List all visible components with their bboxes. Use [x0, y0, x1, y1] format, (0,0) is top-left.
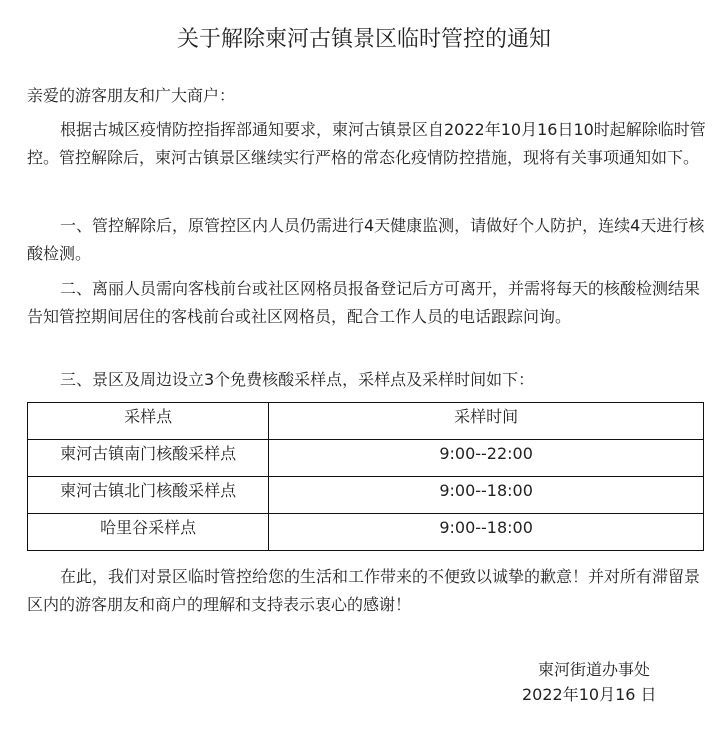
site-hours: 9:00--22:00 — [269, 440, 704, 477]
site-name: 哈里谷采样点 — [28, 514, 269, 551]
sampling-sites-table — [27, 402, 704, 551]
site-hours: 9:00--18:00 — [269, 477, 704, 514]
paragraph-intro: 根据古城区疫情防控指挥部通知要求，柬河古镇景区自2022年10月16日10时起解除临时管控。管控解除后，柬河古镇景区继续实行严格的常态化疫情防控措施，现将有关事项通知如下。 — [27, 120, 706, 167]
site-name: 柬河古镇南门核酸采样点 — [28, 440, 269, 477]
paragraph-item-1: 一、管控解除后，原管控区内人员仍需进行4天健康监测，请做好个人防护，连续4天进行核酸检测。 — [27, 216, 705, 263]
closing-paragraph: 在此，我们对景区临时管控给您的生活和工作带来的不便致以诚挚的歉意！并对所有滞留景区内的游客朋友和商户的理解和支持表示衷心的感谢！ — [27, 567, 701, 614]
table-row — [28, 440, 704, 477]
table-row — [28, 477, 704, 514]
header-time: 采样时间 — [269, 403, 704, 440]
site-name: 柬河古镇北门核酸采样点 — [28, 477, 269, 514]
paragraph-item-3: 三、景区及周边设立3个免费核酸采样点，采样点及采样时间如下： — [60, 370, 535, 389]
site-hours: 9:00--18:00 — [269, 514, 704, 551]
signature-date: 2022年10月16 日 — [522, 685, 657, 704]
table-header-row — [28, 403, 704, 440]
signature-organization: 柬河街道办事处 — [538, 660, 651, 679]
greeting: 亲爱的游客朋友和广大商户： — [27, 86, 236, 105]
document-title: 关于解除柬河古镇景区临时管控的通知 — [176, 27, 551, 52]
table-row — [28, 514, 704, 551]
header-site: 采样点 — [28, 403, 269, 440]
paragraph-item-2: 二、离丽人员需向客栈前台或社区网格员报备登记后方可离开，并需将每天的核酸检测结果告知管控期间居住的客栈前台或社区网格员，配合工作人员的电话跟踪问询。 — [27, 279, 701, 326]
